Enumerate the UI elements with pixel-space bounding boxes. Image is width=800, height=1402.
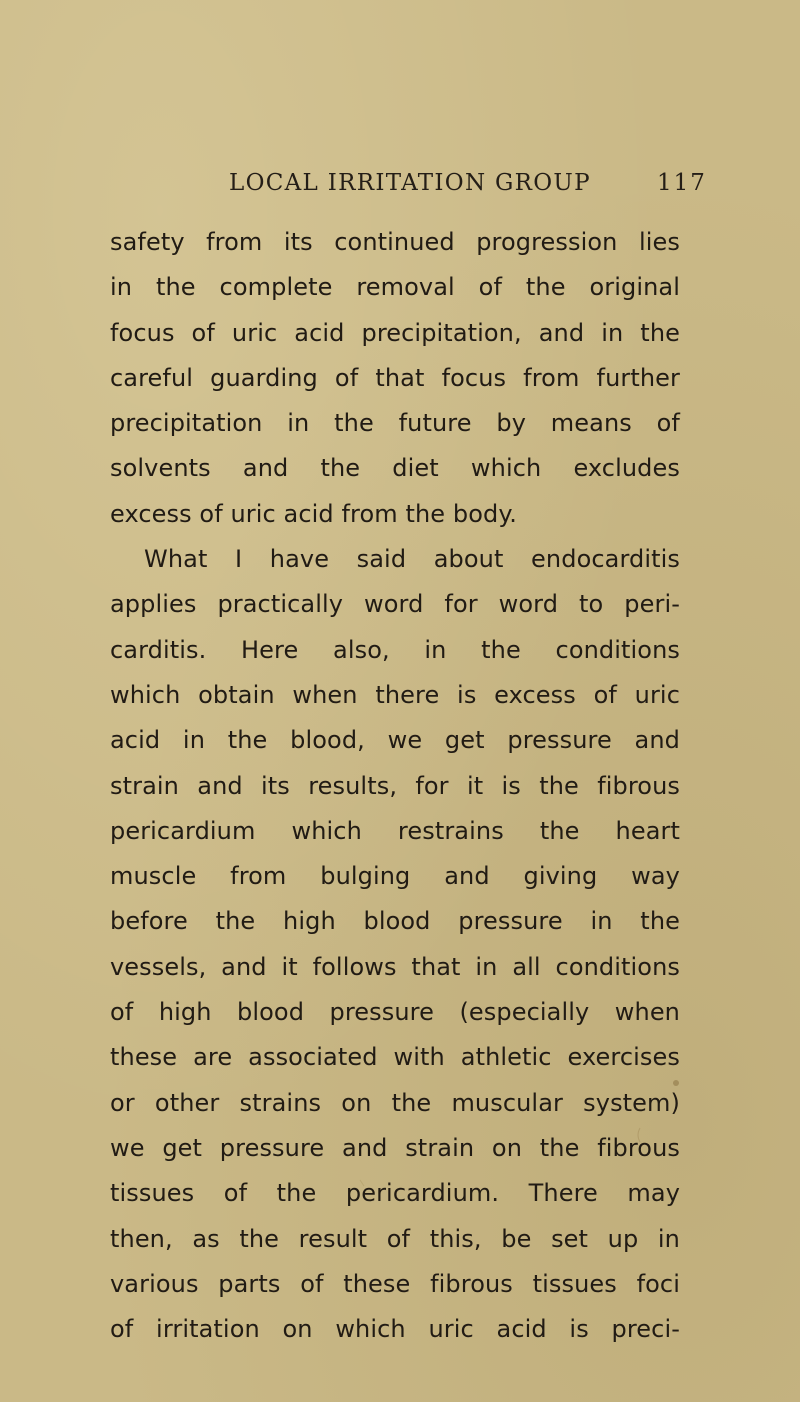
text-line: various parts of these fibrous tissues foci [110,1269,680,1298]
text-line: we get pressure and strain on the fibrous [110,1133,680,1162]
text-line-paragraph-start: What I have said about endocarditis [144,545,680,574]
text-line: solvents and the diet which excludes [110,454,680,483]
text-line: vessels, and it follows that in all conditions [110,952,680,981]
text-line: of high blood pressure (especially when [110,998,680,1027]
running-title: LOCAL IRRITATION GROUP [229,170,591,196]
text-line: focus of uric acid precipitation, and in the [110,318,680,347]
text-line: careful guarding of that focus from further [110,363,680,392]
text-line: or other strains on the muscular system) [110,1088,680,1117]
text-line: in the complete removal of the original [110,273,680,302]
text-line: pericardium which restrains the heart [110,816,680,845]
text-line: before the high blood pressure in the [110,907,680,936]
text-line: acid in the blood, we get pressure and [110,726,680,755]
text-line: which obtain when there is excess of uric [110,680,680,709]
text-line: muscle from bulging and giving way [110,862,680,891]
text-line: tissues of the pericardium. There may [110,1179,680,1208]
text-line: carditis. Here also, in the conditions [110,635,680,664]
text-line: applies practically word for word to peri- [110,590,680,619]
text-line: excess of uric acid from the body. [110,499,517,528]
text-line: strain and its results, for it is the fibrous [110,771,680,800]
text-line: safety from its continued progression lies [110,228,680,256]
body-text [110,220,680,1352]
page-number: 117 [657,170,707,196]
running-head [0,166,800,200]
text-line: these are associated with athletic exercises [110,1043,680,1072]
text-line: then, as the result of this, be set up in [110,1224,680,1253]
text-line: of irritation on which uric acid is preci- [110,1315,680,1344]
text-line: precipitation in the future by means of [110,409,680,438]
